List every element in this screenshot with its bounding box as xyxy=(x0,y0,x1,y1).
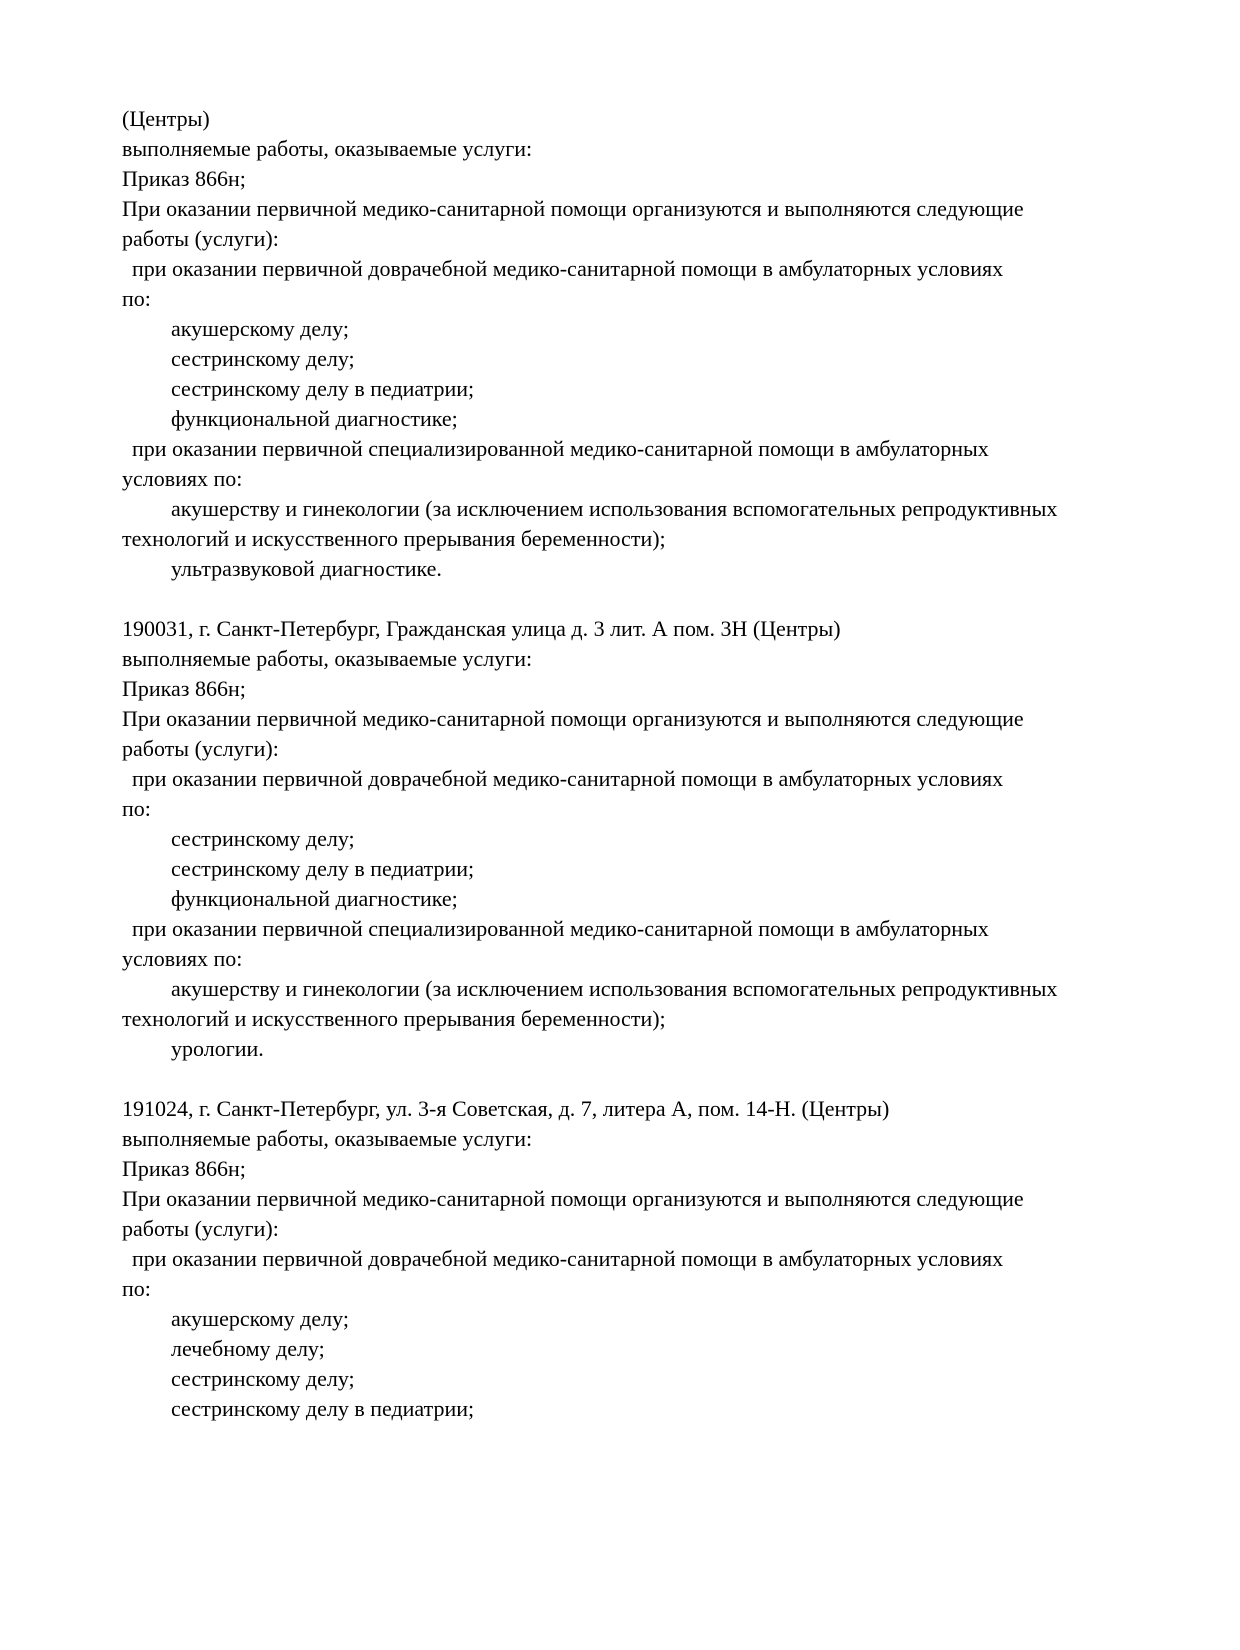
document-text-line: Приказ 866н; xyxy=(122,1156,246,1181)
document-text-line: технологий и искусственного прерывания беременности); xyxy=(122,526,666,551)
document-text-line: работы (услуги): xyxy=(122,736,279,761)
document-text-line: акушерству и гинекологии (за исключением использования вспомогательных репродуктивных xyxy=(171,496,1058,521)
document-text-line: выполняемые работы, оказываемые услуги: xyxy=(122,1126,533,1151)
document-text-line: функциональной диагностике; xyxy=(171,886,458,911)
document-text-line: работы (услуги): xyxy=(122,226,279,251)
document-text-line: Приказ 866н; xyxy=(122,166,246,191)
document-text-line: сестринскому делу в педиатрии; xyxy=(171,376,475,401)
document-text-line: условиях по: xyxy=(122,466,243,491)
document-text-line: выполняемые работы, оказываемые услуги: xyxy=(122,646,533,671)
document-text-line: выполняемые работы, оказываемые услуги: xyxy=(122,136,533,161)
license-address-block-3 xyxy=(122,1094,1150,1424)
document-content xyxy=(122,104,1150,1424)
document-text-line: функциональной диагностике; xyxy=(171,406,458,431)
document-text-line: акушерству и гинекологии (за исключением использования вспомогательных репродуктивных xyxy=(171,976,1058,1001)
document-text-line: по: xyxy=(122,796,151,821)
document-text-line: при оказании первичной доврачебной медико-санитарной помощи в амбулаторных условиях xyxy=(132,766,1004,791)
document-text-line: по: xyxy=(122,1276,151,1301)
document-text-line: при оказании первичной специализированной медико-санитарной помощи в амбулаторных xyxy=(132,436,989,461)
document-text-line: сестринскому делу; xyxy=(171,346,355,371)
document-text-line: При оказании первичной медико-санитарной помощи организуются и выполняются следующие xyxy=(122,196,1024,221)
document-text-line: ультразвуковой диагностике. xyxy=(171,556,442,581)
document-text-line: работы (услуги): xyxy=(122,1216,279,1241)
document-text-line: условиях по: xyxy=(122,946,243,971)
document-text-line: лечебному делу; xyxy=(171,1336,325,1361)
document-text-line: Приказ 866н; xyxy=(122,676,246,701)
document-text-line: при оказании первичной доврачебной медико-санитарной помощи в амбулаторных условиях xyxy=(132,1246,1004,1271)
document-text-line: сестринскому делу в педиатрии; xyxy=(171,1396,475,1421)
address-line: 191024, г. Санкт-Петербург, ул. 3-я Советская, д. 7, литера А, пом. 14-Н. (Центры) xyxy=(122,1096,890,1121)
document-text-line: сестринскому делу; xyxy=(171,826,355,851)
document-text-line: сестринскому делу; xyxy=(171,1366,355,1391)
document-text-line: сестринскому делу в педиатрии; xyxy=(171,856,475,881)
document-text-line: акушерскому делу; xyxy=(171,316,349,341)
document-text-line: При оказании первичной медико-санитарной помощи организуются и выполняются следующие xyxy=(122,706,1024,731)
address-line: (Центры) xyxy=(122,106,210,131)
document-text-line: технологий и искусственного прерывания беременности); xyxy=(122,1006,666,1031)
document-text-line: по: xyxy=(122,286,151,311)
license-address-block-1 xyxy=(122,104,1150,584)
document-text-line: при оказании первичной специализированной медико-санитарной помощи в амбулаторных xyxy=(132,916,989,941)
document-text-line: урологии. xyxy=(171,1036,264,1061)
license-address-block-2 xyxy=(122,614,1150,1064)
address-line: 190031, г. Санкт-Петербург, Гражданская улица д. 3 лит. А пом. 3Н (Центры) xyxy=(122,616,841,641)
document-text-line: акушерскому делу; xyxy=(171,1306,349,1331)
document-text-line: при оказании первичной доврачебной медико-санитарной помощи в амбулаторных условиях xyxy=(132,256,1004,281)
document-text-line: При оказании первичной медико-санитарной помощи организуются и выполняются следующие xyxy=(122,1186,1024,1211)
